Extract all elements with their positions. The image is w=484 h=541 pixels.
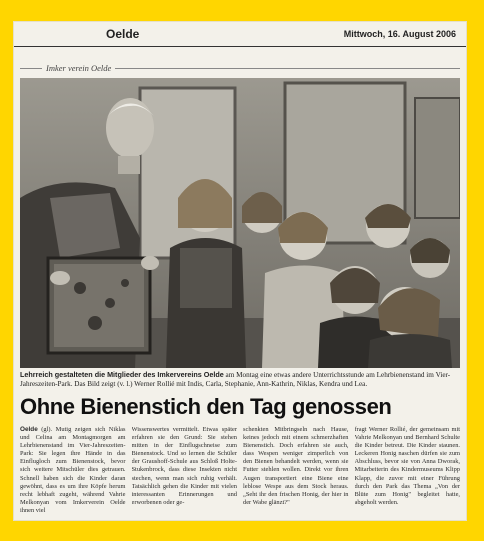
article-column-2: Wissenswertes vermittelt. Etwas später erfahren sie den Grund: Sie stehen mitten in der Einflugschneise zum Bienenstock. Und so lernen die Schüler der Graushoff-Schule aus Schloß Holte-Stukenbrock, dass diese Insekten nicht stechen, wenn man sich ruhig verhält. Tatsächlich gehen die Kinder mit vielen interessanten Erinnerungen und erworbenen oder ge-: [131, 426, 237, 506]
newspaper-clipping: [14, 22, 466, 520]
photo-caption: [20, 371, 460, 388]
masthead-date: Mittwoch, 16. August 2006: [343, 29, 456, 39]
article-column-3: schenkten Mitbringseln nach Hause, keines jedoch mit einem schmerzhaften Bienenstich. Doch erfahren sie auch, dass Wespen weniger zimperlich von den Bienen behandelt werden, wenn sie Futter stehlen wollen. Direkt vor ihren Augen transportiert eine Biene eine leblose Wespe aus dem Stock heraus. „Seht ihr den frischen Honig, der hier in der Wabe glänzt?": [243, 426, 349, 506]
caption-body: am Montag eine etwas andere Unterrichtsstunde am Lehrbienenstand im Vier-Jahreszeiten-Park. Das Bild zeigt (v. l.) Werner Rollié mit Indis, Carla, Stephanie, Ann-Kathrin, Niklas, Kendra und Lea.: [20, 371, 451, 388]
article-photo: [20, 78, 460, 368]
kicker-text: Imker verein Oelde: [46, 63, 112, 73]
article-body: [20, 426, 460, 518]
kicker-rule-left: [20, 68, 42, 69]
masthead: [14, 22, 466, 47]
caption-lead: Lehrreich gestalteten die Mitglieder des Imkervereins Oelde: [20, 370, 224, 379]
dateline: Oelde: [20, 426, 38, 433]
column-text: (gl). Mutig zeigen sich Niklas und Celina am Montagmorgen am Lehrbienenstand im Vier-Jahreszeiten-Park: Sie legen ihre Hände in das Einflugloch zum Bienenstock, bevor sich weitere Mitschüler dies getrauen. Schnell haben sich die Kinder daran gewöhnt, dass es um ihre Köpfe herum recht lebhaft zugeht, während Vahrie Melkonyan vom Imkerverein Oelde ihnen viel: [20, 426, 126, 514]
kicker-rule-right: [115, 68, 460, 69]
article-column-4: fragt Werner Rollié, der gemeinsam mit Vahrie Melkonyan und Bernhard Schulte die Kinder betreut. Die Kinder staunen. Leckeren Honig naschen dürfen sie zum Abschluss, bevor sie von Anna Dworak, Mitarbeiterin des Kindermuseums Klipp Klapp, die zuvor mit einer Führung durch den Park das Thema „Von der Blüte zum Honig" begleitet hatte, abgeholt werden.: [354, 426, 460, 506]
article-headline: Ohne Bienenstich den Tag genossen: [20, 394, 392, 419]
article-column-1: [20, 426, 126, 518]
masthead-town: Oelde: [106, 27, 140, 41]
photo-illustration: [20, 78, 460, 368]
kicker: [20, 62, 460, 74]
honeycomb-frame: [48, 256, 159, 353]
